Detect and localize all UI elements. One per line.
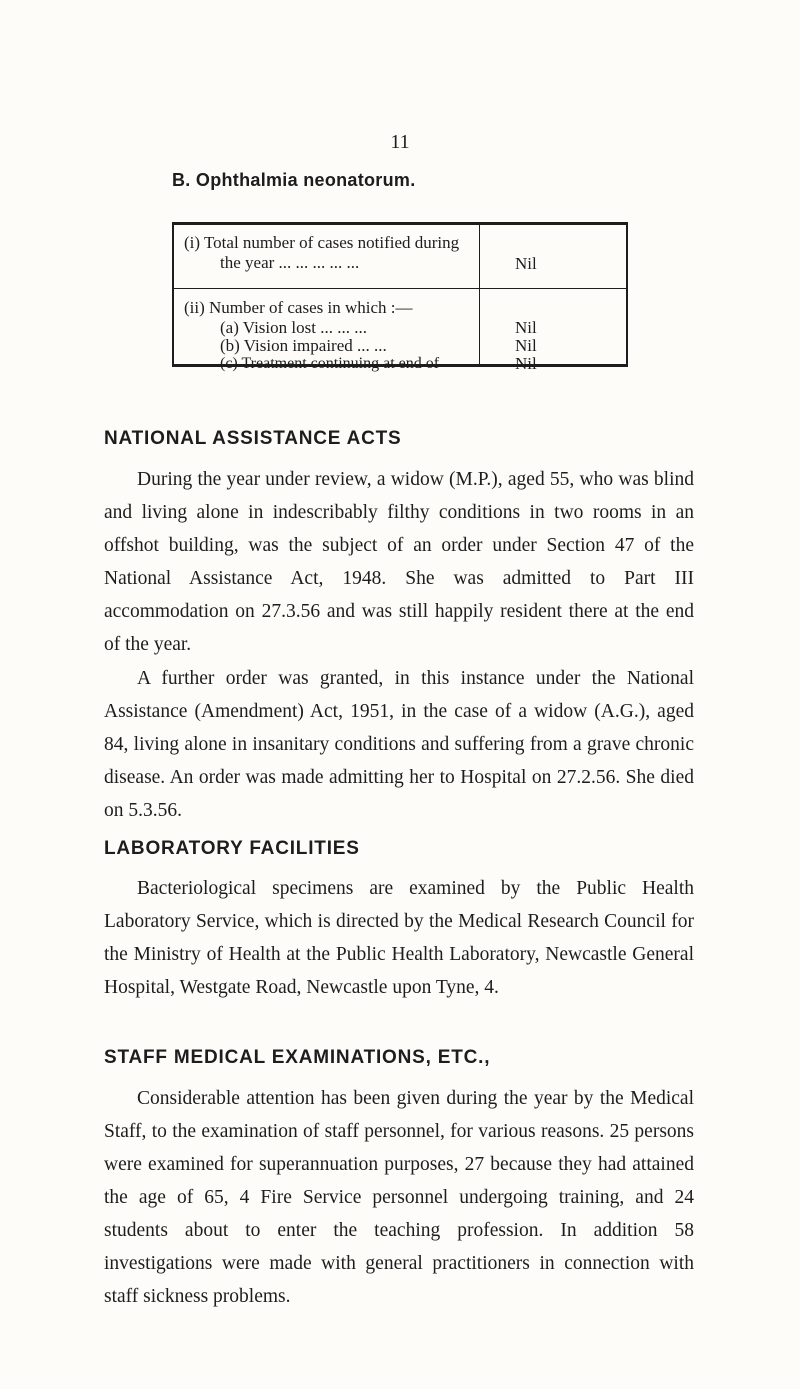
page-number: 11 [390,131,410,153]
paragraph: A further order was granted, in this instance under the National Assistance (Amendment) Act, 1951, in the case of a widow (A.G.), aged 84, living alone in insanitary conditions and suffering from a grave chronic disease. An order was made admitting her to Hospital on 27.2.56. She died on 5.3.56. [104,668,694,821]
table-cell-value: Nil [515,336,537,355]
row-divider [174,288,626,289]
paragraph: Bacteriological specimens are examined by the Public Health Laboratory Service, which is directed by the Medical Research Council for the Ministry of Health at the Public Health Laboratory, Newcastle General Hospital, Westgate Road, Newcastle upon Tyne, 4. [104,878,694,998]
table-row-header: (ii) Number of cases in which :— [184,298,413,317]
ophthalmia-table [172,222,628,373]
table-row-label: (i) Total number of cases notified during [184,233,460,252]
table-cell-value: Nil [515,254,537,273]
table-cell-value: Nil [515,318,537,337]
table-row-label: the year ... ... ... ... ... [220,253,360,272]
column-divider [479,225,480,364]
section-heading: NATIONAL ASSISTANCE ACTS [104,428,402,449]
paragraph: Considerable attention has been given during the year by the Medical Staff, to the examination of staff personnel, for various reasons. 25 persons were examined for superannuation purposes, 27 because they had attained the age of 65, 4 Fire Service personnel undergoing training, and 24 students about to enter the teaching profession. In addition 58 investigations were made with general practitioners in connection with staff sickness problems. [104,1088,694,1307]
paragraph: During the year under review, a widow (M.P.), aged 55, who was blind and living alone in indescribably filthy conditions in two rooms in an offshot building, was the subject of an order under Section 47 of the National Assistance Act, 1948. She was admitted to Part III accommodation on 27.3.56 and was still happily resident there at the end of the year. [104,469,694,655]
table-row-label: (b) Vision impaired ... ... [220,336,387,355]
section-heading: LABORATORY FACILITIES [104,838,360,859]
table-row-label: (a) Vision lost ... ... ... [220,318,367,337]
table-title: B. Ophthalmia neonatorum. [172,170,416,190]
table-row-label: (c) Treatment continuing at end of [220,355,440,372]
section-heading: STAFF MEDICAL EXAMINATIONS, ETC., [104,1047,491,1068]
table-cell-value: Nil [515,354,537,373]
